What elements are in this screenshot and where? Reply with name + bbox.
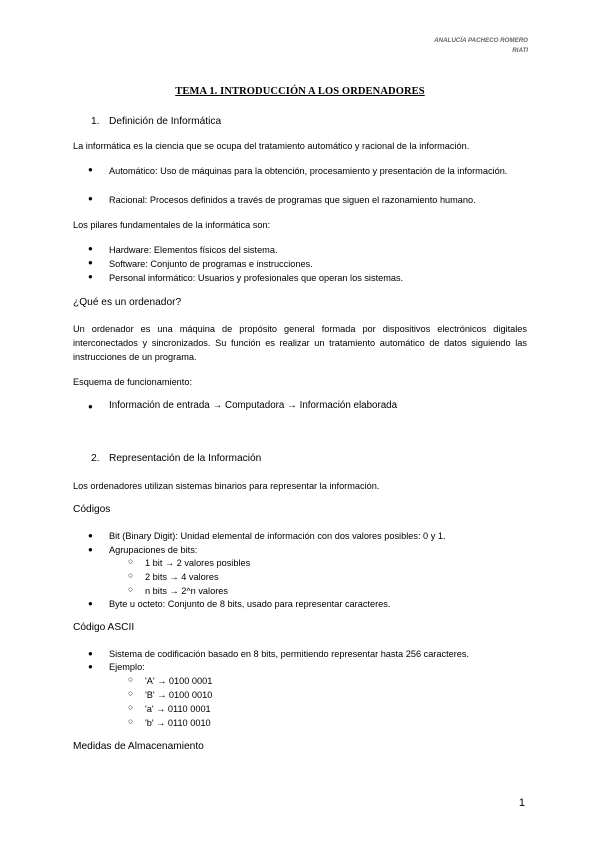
circle-bullet-icon: ○	[128, 556, 134, 566]
list-item: 'b' → 0110 0010	[145, 718, 211, 728]
list-item: Ejemplo:	[109, 662, 145, 672]
circle-bullet-icon: ○	[128, 688, 134, 698]
circle-bullet-icon: ○	[128, 570, 134, 580]
author-name: ANALUCÍA PACHECO ROMERO	[434, 37, 528, 44]
list-item: n bits → 2^n valores	[145, 586, 228, 596]
bullet-icon: ●	[88, 272, 93, 281]
list-item: 'a' → 0110 0001	[145, 704, 211, 714]
list-item: 1 bit → 2 valores posibles	[145, 558, 251, 568]
scheme-label: Esquema de funcionamiento:	[73, 377, 193, 387]
list-item: Byte u octeto: Conjunto de 8 bits, usado para representar caracteres.	[109, 599, 391, 609]
binary-intro: Los ordenadores utilizan sistemas binarios para representar la información.	[73, 481, 380, 491]
list-item: Agrupaciones de bits:	[109, 545, 198, 555]
bullet-icon: ●	[88, 244, 93, 253]
section2-number: 2.	[91, 453, 100, 464]
circle-bullet-icon: ○	[128, 674, 134, 684]
list-item: Sistema de codificación basado en 8 bits, permitiendo representar hasta 256 caracteres.	[109, 649, 470, 659]
group-code: RIATI	[512, 46, 528, 54]
bullet-icon: ●	[88, 649, 93, 658]
list-item: 'A' → 0100 0001	[145, 676, 213, 686]
bullet-icon: ●	[88, 531, 93, 540]
list-item: Hardware: Elementos físicos del sistema.	[109, 245, 278, 255]
computer-question: ¿Qué es un ordenador?	[73, 297, 182, 308]
list-item: Racional: Procesos definidos a través de programas que siguen el razonamiento humano.	[109, 195, 476, 205]
list-item: Software: Conjunto de programas e instrucciones.	[109, 259, 313, 269]
circle-bullet-icon: ○	[128, 702, 134, 712]
computer-definition: Un ordenador es una máquina de propósito general formada por dispositivos electrónicos digitales interconectados y sincronizados. Su función es realizar un tratamiento automático de datos siguiendo las instrucciones de un programa.	[73, 324, 527, 362]
list-item: 2 bits → 4 valores	[145, 572, 219, 582]
ascii-heading: Código ASCII	[73, 622, 135, 633]
section1-number: 1.	[91, 116, 100, 127]
bullet-icon: ●	[88, 545, 93, 554]
circle-bullet-icon: ○	[128, 716, 134, 726]
bullet-icon: ●	[88, 662, 93, 671]
circle-bullet-icon: ○	[128, 584, 134, 594]
page-number: 1	[518, 797, 525, 809]
list-item: Personal informático: Usuarios y profesionales que operan los sistemas.	[109, 273, 404, 283]
bullet-icon: ●	[88, 194, 93, 203]
bullet-icon: ●	[88, 165, 93, 174]
list-item: 'B' → 0100 0010	[145, 690, 213, 700]
scheme-flow: Información de entrada → Computadora → Información elaborada	[109, 400, 398, 411]
pillars-intro: Los pilares fundamentales de la informática son:	[73, 220, 271, 230]
bullet-icon: ●	[88, 402, 93, 411]
informatics-definition: La informática es la ciencia que se ocupa del tratamiento automático y racional de la información.	[73, 141, 470, 151]
document-title: TEMA 1. INTRODUCCIÓN A LOS ORDENADORES	[175, 86, 425, 97]
storage-heading: Medidas de Almacenamiento	[73, 741, 204, 752]
section1-heading: Definición de Informática	[109, 116, 222, 127]
codes-heading: Códigos	[73, 504, 111, 515]
page-header	[434, 36, 528, 55]
bullet-icon: ●	[88, 599, 93, 608]
section2-heading: Representación de la Información	[109, 453, 262, 464]
list-item: Bit (Binary Digit): Unidad elemental de información con dos valores posibles: 0 y 1.	[109, 531, 446, 541]
bullet-icon: ●	[88, 258, 93, 267]
list-item: Automático: Uso de máquinas para la obtención, procesamiento y presentación de la información.	[109, 166, 508, 176]
